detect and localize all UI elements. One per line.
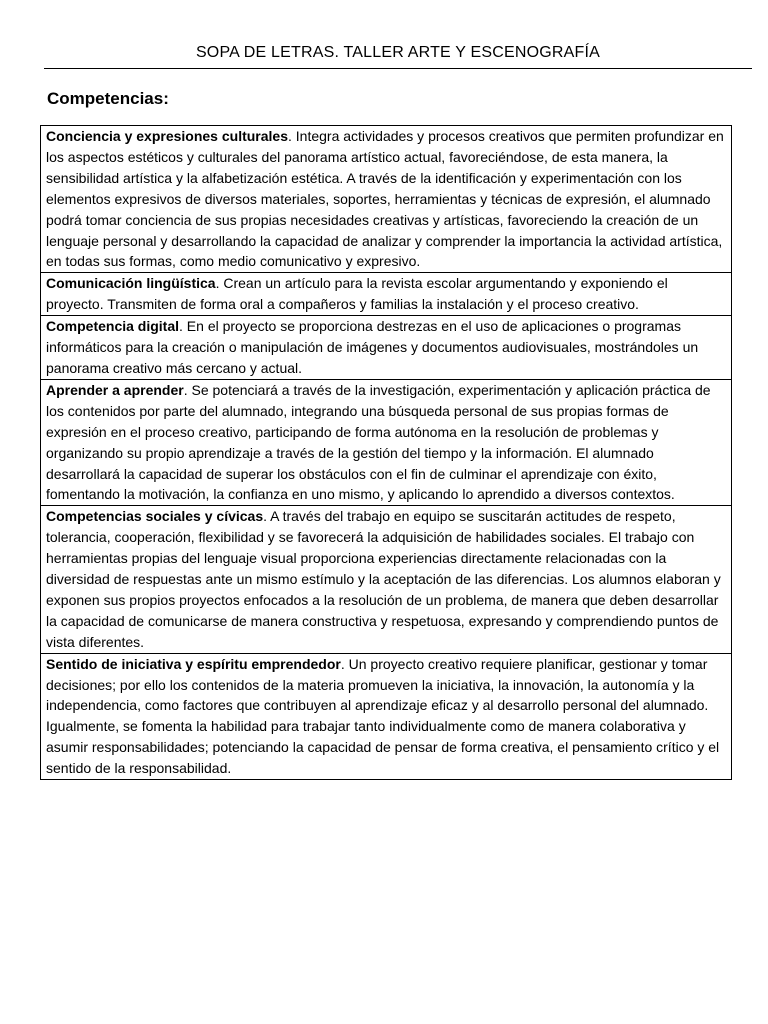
competencia-cell bbox=[41, 653, 732, 779]
competencias-table bbox=[40, 125, 732, 780]
competencia-text: . En el proyecto se proporciona destrezas en el uso de aplicaciones o programas informáticos para la creación o manipulación de imágenes y documentos audiovisuales, mostrándoles un panorama creativo más cercano y actual. bbox=[46, 318, 699, 376]
competencia-cell bbox=[41, 273, 732, 316]
competencia-row-cultural bbox=[41, 126, 732, 273]
competencia-cell bbox=[41, 506, 732, 653]
competencia-row-aprender bbox=[41, 379, 732, 505]
competencia-term: Competencias sociales y cívicas bbox=[46, 508, 264, 525]
competencia-text: . Crean un artículo para la revista escolar argumentando y exponiendo el proyecto. Transmiten de forma oral a compañeros y familias la instalación y el proceso creativo. bbox=[46, 275, 668, 313]
section-title: Competencias: bbox=[47, 89, 169, 108]
competencia-cell bbox=[41, 316, 732, 380]
competencia-term: Sentido de iniciativa y espíritu emprendedor bbox=[46, 655, 341, 672]
competencia-cell bbox=[41, 126, 732, 273]
competencia-row-digital bbox=[41, 316, 732, 380]
competencia-text: . Se potenciará a través de la investigación, experimentación y aplicación práctica de los contenidos por parte del alumnado, integrando una búsqueda personal de sus propias formas de expresión en el proceso creativo, participando de forma autónoma en la resolución de problemas y organizando su propio aprendizaje a través de la gestión del tiempo y la información. El alumnado desarrollará la capacidad de superar los obstáculos con el fin de culminar el aprendizaje con éxito, fomentando la motivación, la confianza en uno mismo, y aplicando lo aprendido a diversos contextos. bbox=[46, 381, 711, 503]
competencia-row-linguistica bbox=[41, 273, 732, 316]
competencia-text: . A través del trabajo en equipo se suscitarán actitudes de respeto, tolerancia, cooperación, flexibilidad y se favorecerá la adquisición de habilidades sociales. El trabajo con herramientas propias del lenguaje visual proporciona experiencias directamente relacionadas con la diversidad de respuestas ante un mismo estímulo y la aceptación de las diferencias. Los alumnos elaboran y exponen sus propios proyectos enfocados a la resolución de un problema, de manera que deben desarrollar la capacidad de comunicarse de manera constructiva y respetuosa, expresando y comprendiendo puntos de vista diferentes. bbox=[46, 508, 721, 650]
document-header: SOPA DE LETRAS. TALLER ARTE Y ESCENOGRAFÍA bbox=[195, 44, 601, 61]
competencia-row-sociales bbox=[41, 506, 732, 653]
competencia-term: Aprender a aprender bbox=[46, 381, 184, 398]
competencia-term: Competencia digital bbox=[46, 318, 180, 335]
competencia-term: Conciencia y expresiones culturales bbox=[46, 128, 288, 144]
competencia-text: . Integra actividades y procesos creativos que permiten profundizar en los aspectos estéticos y culturales del panorama artístico actual, favoreciéndose, de esta manera, la sensibilidad artística y la alfabetización estética. A través de la identificación y experimentación con los elementos expresivos de diversos materiales, soportes, herramientas y técnicas de expresión, el alumnado podrá tomar conciencia de sus propias necesidades creativas y artísticas, favoreciendo la creación de un lenguaje personal y desarrollando la capacidad de analizar y comprender la importancia la actividad artística, en todas sus formas, como medio comunicativo y expresivo. bbox=[46, 128, 724, 270]
competencia-term: Comunicación lingüística bbox=[46, 275, 216, 292]
competencia-row-iniciativa bbox=[41, 653, 732, 779]
competencia-text: . Un proyecto creativo requiere planificar, gestionar y tomar decisiones; por ello los contenidos de la materia promueven la iniciativa, la innovación, la autonomía y la independencia, como factores que contribuyen al aprendizaje eficaz y al desarrollo personal del alumnado. Igualmente, se fomenta la habilidad para trabajar tanto individualmente como de manera colaborativa y asumir responsabilidades; potenciando la capacidad de pensar de forma creativa, el pensamiento crítico y el sentido de la responsabilidad. bbox=[46, 655, 720, 777]
header-rule bbox=[44, 68, 752, 69]
competencia-cell bbox=[41, 379, 732, 505]
